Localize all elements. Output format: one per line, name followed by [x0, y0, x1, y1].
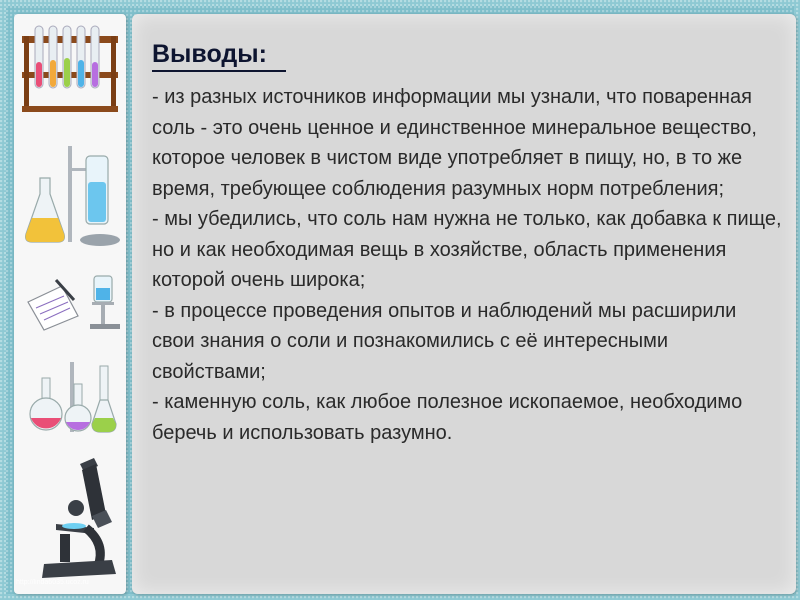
notes-and-burner-icon	[22, 272, 126, 336]
footer-url: http://linda6035.ucoz.ru	[16, 579, 89, 586]
conclusion-item-1: - из разных источников информации мы узнали, что поваренная соль - это очень ценное и единственное минеральное вещество, которое человек в чистом виде употребляет в пищу, но, в то же время, требующее соблюдения разумных норм потребления;	[152, 86, 757, 200]
test-tube-rack-icon	[18, 20, 122, 116]
conclusion-item-2: - мы убедились, что соль нам нужна не только, как добавка к пище, но и как необходимая вещь в хозяйстве, область применения которой очень широка;	[152, 208, 782, 291]
slide-frame	[6, 6, 794, 594]
slide-title	[152, 40, 267, 69]
round-flasks-icon	[22, 360, 126, 436]
chemistry-flasks-icon	[24, 142, 124, 250]
conclusions-list	[152, 82, 782, 448]
title-colon: :	[258, 40, 267, 68]
title-text: Выводы	[152, 40, 259, 68]
content-panel	[132, 14, 796, 594]
conclusion-item-3: - в процессе проведения опытов и наблюдений мы расширили свои знания о соли и познакомились с её интересными свойствами;	[152, 299, 737, 383]
illustration-sidebar	[14, 14, 126, 594]
title-underline	[152, 70, 286, 72]
conclusion-item-4: - каменную соль, как любое полезное ископаемое, необходимо беречь и использовать разумно.	[152, 391, 743, 444]
microscope-icon	[36, 454, 122, 580]
